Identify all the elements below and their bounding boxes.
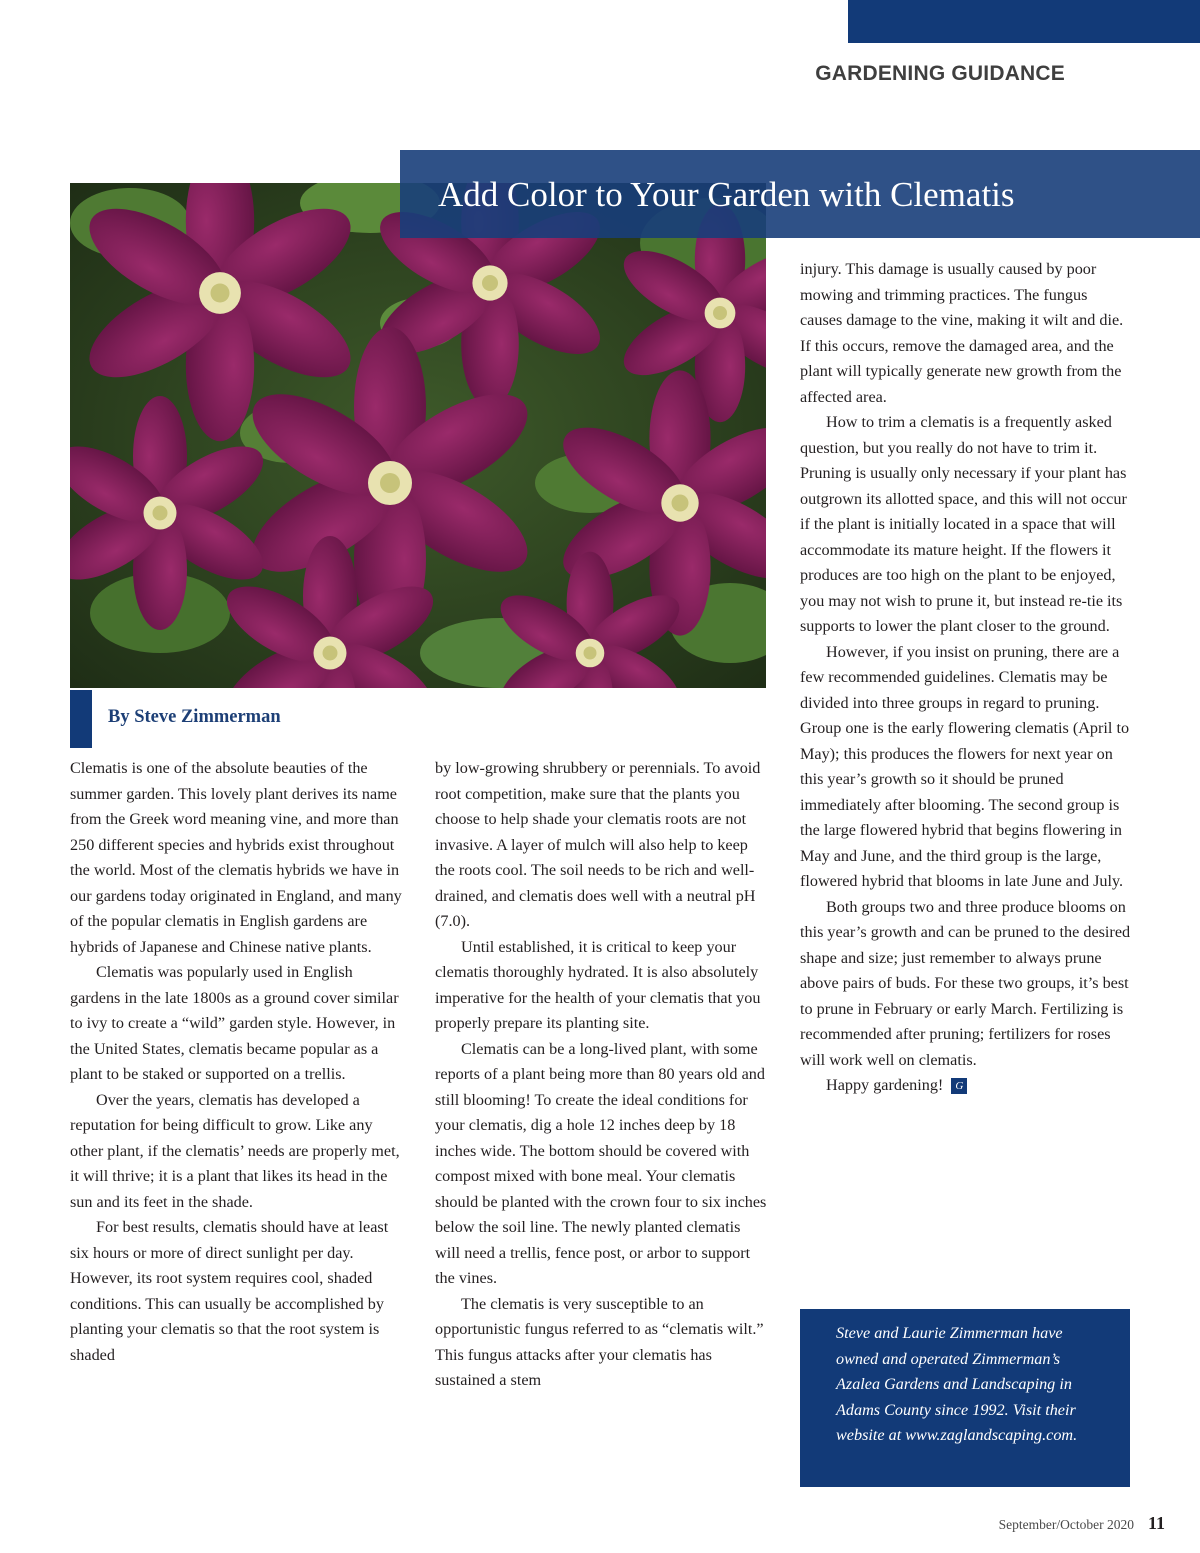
issue-date: September/October 2020 (998, 1517, 1134, 1532)
clematis-flowers-image (70, 183, 766, 688)
closing-text: Happy gardening! (826, 1076, 944, 1094)
article-column-1 (70, 756, 402, 1368)
paragraph: injury. This damage is usually caused by poor mowing and trimming practices. The fungus causes damage to the vine, making it wilt and die. If this occurs, remove the damaged area, and the plant will typically generate new growth from the affected area. (800, 260, 1124, 406)
clematis-photo (70, 183, 766, 688)
paragraph: Clematis can be a long-lived plant, with some reports of a plant being more than 80 years old and still blooming! To create the ideal conditions for your clematis, dig a hole 12 inches deep by 18 inches wide. The bottom should be covered with compost mixed with bone meal. Your clematis should be planted with the crown four to six inches below the soil line. The newly planted clematis will need a trellis, fence post, or arbor to support the vines. (435, 1039, 767, 1287)
paragraph: How to trim a clematis is a frequently asked question, but you really do not have to trim it. Pruning is usually only necessary if your plant has outgrown its allotted space, and this will not occur if the plant is initially located in a space that will accommodate its mature height. If the flowers it produces are too high on the plant to be enjoyed, you may not wish to prune it, but instead re-tie its supports to lower the plant closer to the ground. (800, 413, 1127, 635)
header-accent-bar (848, 0, 1200, 43)
paragraph: Until established, it is critical to keep your clematis thoroughly hydrated. It is also absolutely imperative for the health of your clematis that you properly prepare its planting site. (435, 937, 761, 1032)
paragraph: The clematis is very susceptible to an opportunistic fungus referred to as “clematis wilt.” This fungus attacks after your clematis has sustained a stem (435, 1294, 764, 1389)
end-mark-icon: G (951, 1078, 967, 1094)
byline: By Steve Zimmerman (108, 707, 281, 727)
paragraph: Over the years, clematis has developed a reputation for being difficult to grow. Like any other plant, if the clematis’ needs are properly met, it will thrive; it is a plant that likes its head in the sun and its feet in the shade. (70, 1090, 400, 1211)
paragraph: Clematis is one of the absolute beauties of the summer garden. This lovely plant derives its name from the Greek word meaning vine, and more than 250 different species and hybrids exist throughout the world. Most of the clematis hybrids we have in our gardens today originated in England, and many of the popular clematis in English gardens are hybrids of Japanese and Chinese native plants. (70, 759, 402, 956)
paragraph: Clematis was popularly used in English gardens in the late 1800s as a ground cover similar to ivy to create a “wild” garden style. However, in the United States, clematis became popular as a plant to be staked or supported on a trellis. (70, 963, 399, 1083)
byline-accent-bar (70, 690, 92, 748)
article-column-2 (435, 756, 767, 1394)
section-label: GARDENING GUIDANCE (815, 62, 1065, 85)
paragraph: by low-growing shrubbery or perennials. To avoid root competition, make sure that the plants you choose to help shade your clematis roots are not invasive. A layer of mulch will also help to keep the roots cool. The soil needs to be rich and well-drained, and clematis does well with a neutral pH (7.0). (435, 759, 761, 930)
article-title: Add Color to Your Garden with Clematis (438, 175, 1015, 214)
closing-line (800, 1073, 1132, 1099)
page-number: 11 (1148, 1513, 1166, 1533)
paragraph: For best results, clematis should have at least six hours or more of direct sunlight per day. However, its root system requires cool, shaded conditions. This can usually be accomplished by planting your clematis so that the root system is shaded (70, 1218, 389, 1364)
paragraph: Both groups two and three produce blooms on this year’s growth and can be pruned to the desired shape and size; just remember to always prune above pairs of buds. For these two groups, it’s best to prune in February or early March. Fertilizing is recommended after pruning; fertilizers for roses will work well on clematis. (800, 897, 1131, 1069)
author-bio: Steve and Laurie Zimmerman have owned and operated Zimmerman’s Azalea Gardens and Landscaping in Adams County since 1992. Visit their website at www.zaglandscaping.com. (836, 1324, 1078, 1444)
paragraph: However, if you insist on pruning, there are a few recommended guidelines. Clematis may be divided into three groups in regard to pruning. Group one is the early flowering clematis (April to May); this produces the flowers for next year on this year’s growth so it should be pruned immediately after blooming. The second group is the large flowered hybrid that begins flowering in May and June, and the third group is the large, flowered hybrid that blooms in late June and July. (800, 642, 1130, 890)
article-column-3 (800, 257, 1132, 1099)
